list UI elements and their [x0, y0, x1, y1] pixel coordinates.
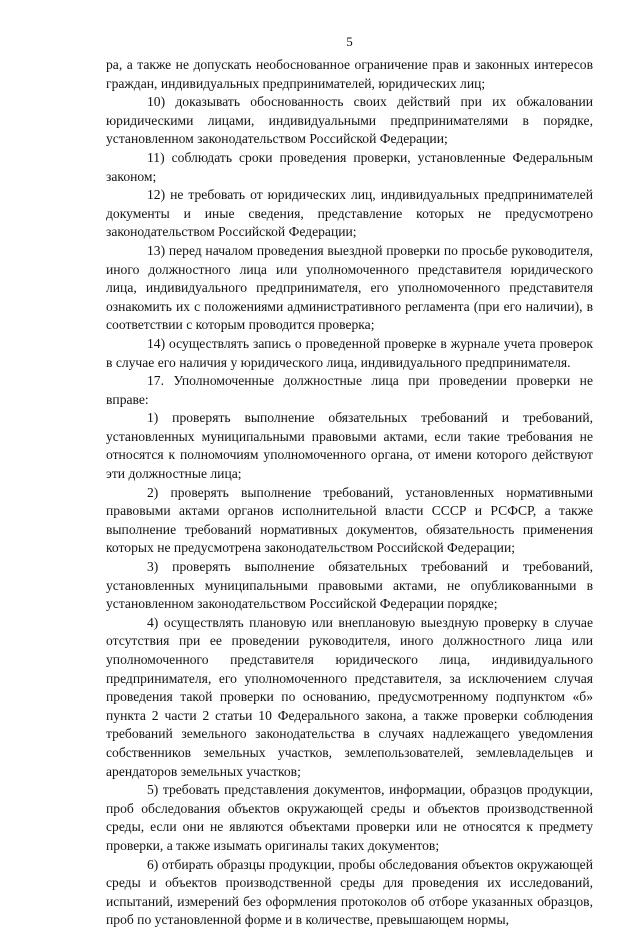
- paragraph-item-12: 12) не требовать от юридических лиц, индивидуальных предпринимателей документы и иные сведения, представление которых не предусмотрено законодательством Российской Федерации;: [106, 187, 593, 240]
- paragraph-item-10: 10) доказывать обоснованность своих действий при их обжаловании юридическими лицами, индивидуальными предпринимателями в порядке, установленном законодательством Российской Федерации;: [106, 94, 593, 147]
- paragraph-item-11: 11) соблюдать сроки проведения проверки, установленные Федеральным законом;: [106, 149, 593, 184]
- paragraph-item-14: 14) осуществлять запись о проведенной проверке в журнале учета проверок в случае его наличия у юридического лица, индивидуального предпринимателя.: [106, 335, 593, 370]
- page-number: 5: [346, 34, 353, 49]
- paragraph-continuation: ра, а также не допускать необоснованное ограничение прав и законных интересов граждан, индивидуальных предпринимателей, юридических лиц;: [106, 57, 593, 91]
- prohibition-item-5: 5) требовать представления документов, информации, образцов продукции, проб обследования объектов окружающей среды и объектов производственной среды, если они не являются объектами проверки или не относятся к предмету проверки, а также изымать оригиналы таких документов;: [106, 782, 593, 853]
- prohibition-item-2: 2) проверять выполнение требований, установленных нормативными правовыми актами органов исполнительной власти СССР и РСФСР, а также выполнение требований нормативных документов, обязательность применения которых не предусмотрена законодательством Российской Федерации;: [106, 484, 593, 556]
- section-17-heading: 17. Уполномоченные должностные лица при проведении проверки не вправе:: [106, 373, 593, 407]
- prohibition-item-4: 4) осуществлять плановую или внеплановую выездную проверку в случае отсутствия при ее проведении руководителя, иного должностного лица или уполномоченного представителя юридического лица, индивидуального предпринимателя, его уполномоченного представителя, за исключением случая проведения такой проверки по основанию, предусмотренному подпунктом «б» пункта 2 части 2 статьи 10 Федерального закона, а также проверки соблюдения требований земельного законодательства в случаях надлежащего уведомления собственников земельных участков, землепользователей, землевладельцев и арендаторов земельных участков;: [106, 614, 593, 779]
- prohibition-item-6: 6) отбирать образцы продукции, пробы обследования объектов окружающей среды и объектов производственной среды для проведения их исследований, испытаний, измерений без оформления протоколов об отборе указанных образцов, проб по установленной форме и в количестве, превышающем нормы,: [106, 856, 593, 928]
- prohibition-item-3: 3) проверять выполнение обязательных требований и требований, установленных муниципальными правовыми актами, не опубликованными в установленном законодательством Российской Федерации порядке;: [106, 559, 593, 612]
- paragraph-item-13: 13) перед началом проведения выездной проверки по просьбе руководителя, иного должностного лица или уполномоченного представителя юридического лица, индивидуального предпринимателя, его уполномоченного представителя ознакомить их с положениями административного регламента (при его наличии), в соответствии с которым проводится проверка;: [106, 242, 593, 333]
- prohibition-item-1: 1) проверять выполнение обязательных требований и требований, установленных муниципальными правовыми актами, если такие требования не относятся к полномочиям уполномоченного органа, от имени которого действуют эти должностные лица;: [106, 410, 593, 482]
